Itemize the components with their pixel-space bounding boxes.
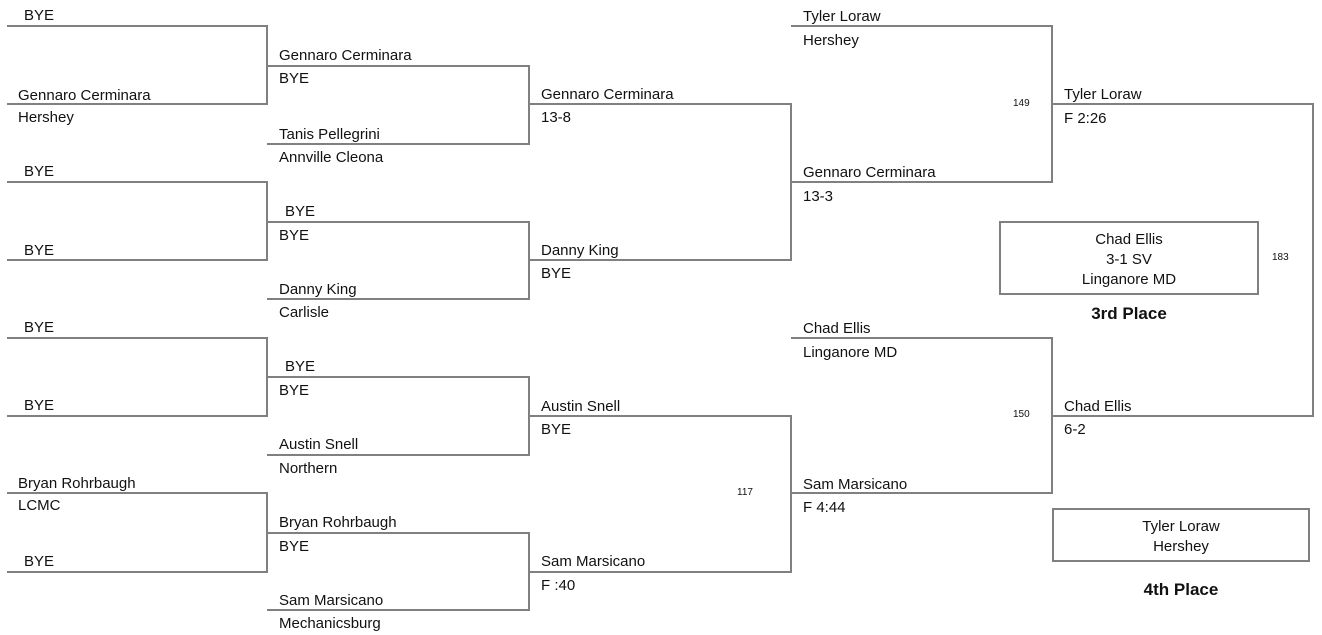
- third-place-team: Linganore MD: [1081, 271, 1177, 288]
- third-place-result: 3-1 SV: [1106, 251, 1152, 268]
- bout-number: 149: [1013, 98, 1030, 109]
- r2-m3-top-result: BYE: [279, 382, 310, 399]
- r1-m3-bottom-name: BYE: [24, 397, 55, 414]
- r1-m1-top-name: BYE: [24, 7, 55, 24]
- r1-m3-top-name: BYE: [24, 319, 55, 336]
- r4-top-team: Hershey: [803, 32, 859, 49]
- r2-m1-bottom-team: Annville Cleona: [279, 149, 384, 166]
- r5-top-result: F 2:26: [1064, 110, 1107, 127]
- fourth-place-label: 4th Place: [1143, 580, 1219, 599]
- r5-bottom-result: 6-2: [1064, 421, 1086, 438]
- r2-m2-bottom-team: Carlisle: [279, 304, 330, 321]
- r2-m4-top-result: BYE: [279, 538, 310, 555]
- bout-number: 183: [1272, 252, 1289, 263]
- r2-m1-bottom-name: Tanis Pellegrini: [279, 126, 380, 143]
- third-place-name: Chad Ellis: [1095, 231, 1163, 248]
- r3-m2-top-result: BYE: [541, 421, 572, 438]
- r3-m1-bottom-name: Danny King: [541, 242, 619, 259]
- r1-m2-top-name: BYE: [24, 163, 55, 180]
- r1-m4-top-team: LCMC: [18, 497, 61, 514]
- r2-m3-top-name: BYE: [285, 358, 316, 375]
- bout-number: 150: [1013, 409, 1030, 420]
- r4-mid2-name: Chad Ellis: [803, 320, 871, 337]
- r2-m2-top-name: BYE: [285, 203, 316, 220]
- r4-mid1-name: Gennaro Cerminara: [803, 164, 936, 181]
- bout-number: 117: [737, 487, 753, 498]
- r4-top-name: Tyler Loraw: [803, 8, 881, 25]
- r2-m3-bottom-name: Austin Snell: [279, 436, 359, 453]
- r5-bottom-name: Chad Ellis: [1064, 398, 1132, 415]
- r2-m1-top-result: BYE: [279, 70, 310, 87]
- r3-m1-bottom-result: BYE: [541, 265, 572, 282]
- r2-m1-top-name: Gennaro Cerminara: [279, 47, 412, 64]
- r2-m2-bottom-name: Danny King: [279, 281, 357, 298]
- r3-m2-top-name: Austin Snell: [541, 398, 621, 415]
- r2-m3-bottom-team: Northern: [279, 460, 338, 477]
- r3-m1-top-result: 13-8: [541, 109, 572, 126]
- r3-m2-bottom-result: F :40: [541, 577, 576, 594]
- r1-m4-bottom-name: BYE: [24, 553, 55, 570]
- third-place-label: 3rd Place: [1091, 304, 1167, 323]
- r3-m1-top-name: Gennaro Cerminara: [541, 86, 674, 103]
- fourth-place-name: Tyler Loraw: [1142, 518, 1220, 535]
- bracket-connector: [529, 104, 791, 260]
- r5-top-name: Tyler Loraw: [1064, 86, 1142, 103]
- third-place-box: [999, 221, 1259, 295]
- r1-m1-bottom-team: Hershey: [18, 109, 74, 126]
- r3-m2-bottom-name: Sam Marsicano: [541, 553, 646, 570]
- r4-mid1-result: 13-3: [803, 188, 834, 205]
- r1-m1-bottom-name: Gennaro Cerminara: [18, 87, 151, 104]
- r2-m2-top-result: BYE: [279, 227, 310, 244]
- fourth-place-box: [1052, 508, 1310, 562]
- r4-bottom-result: F 4:44: [803, 499, 846, 516]
- r2-m4-bottom-name: Sam Marsicano: [279, 592, 384, 609]
- fourth-place-team: Hershey: [1153, 538, 1209, 555]
- r2-m4-top-name: Bryan Rohrbaugh: [279, 514, 397, 531]
- r1-m2-bottom-name: BYE: [24, 242, 55, 259]
- r1-m4-top-name: Bryan Rohrbaugh: [18, 475, 136, 492]
- r4-bottom-name: Sam Marsicano: [803, 476, 908, 493]
- r4-mid2-team: Linganore MD: [803, 344, 898, 361]
- r2-m4-bottom-team: Mechanicsburg: [279, 615, 381, 632]
